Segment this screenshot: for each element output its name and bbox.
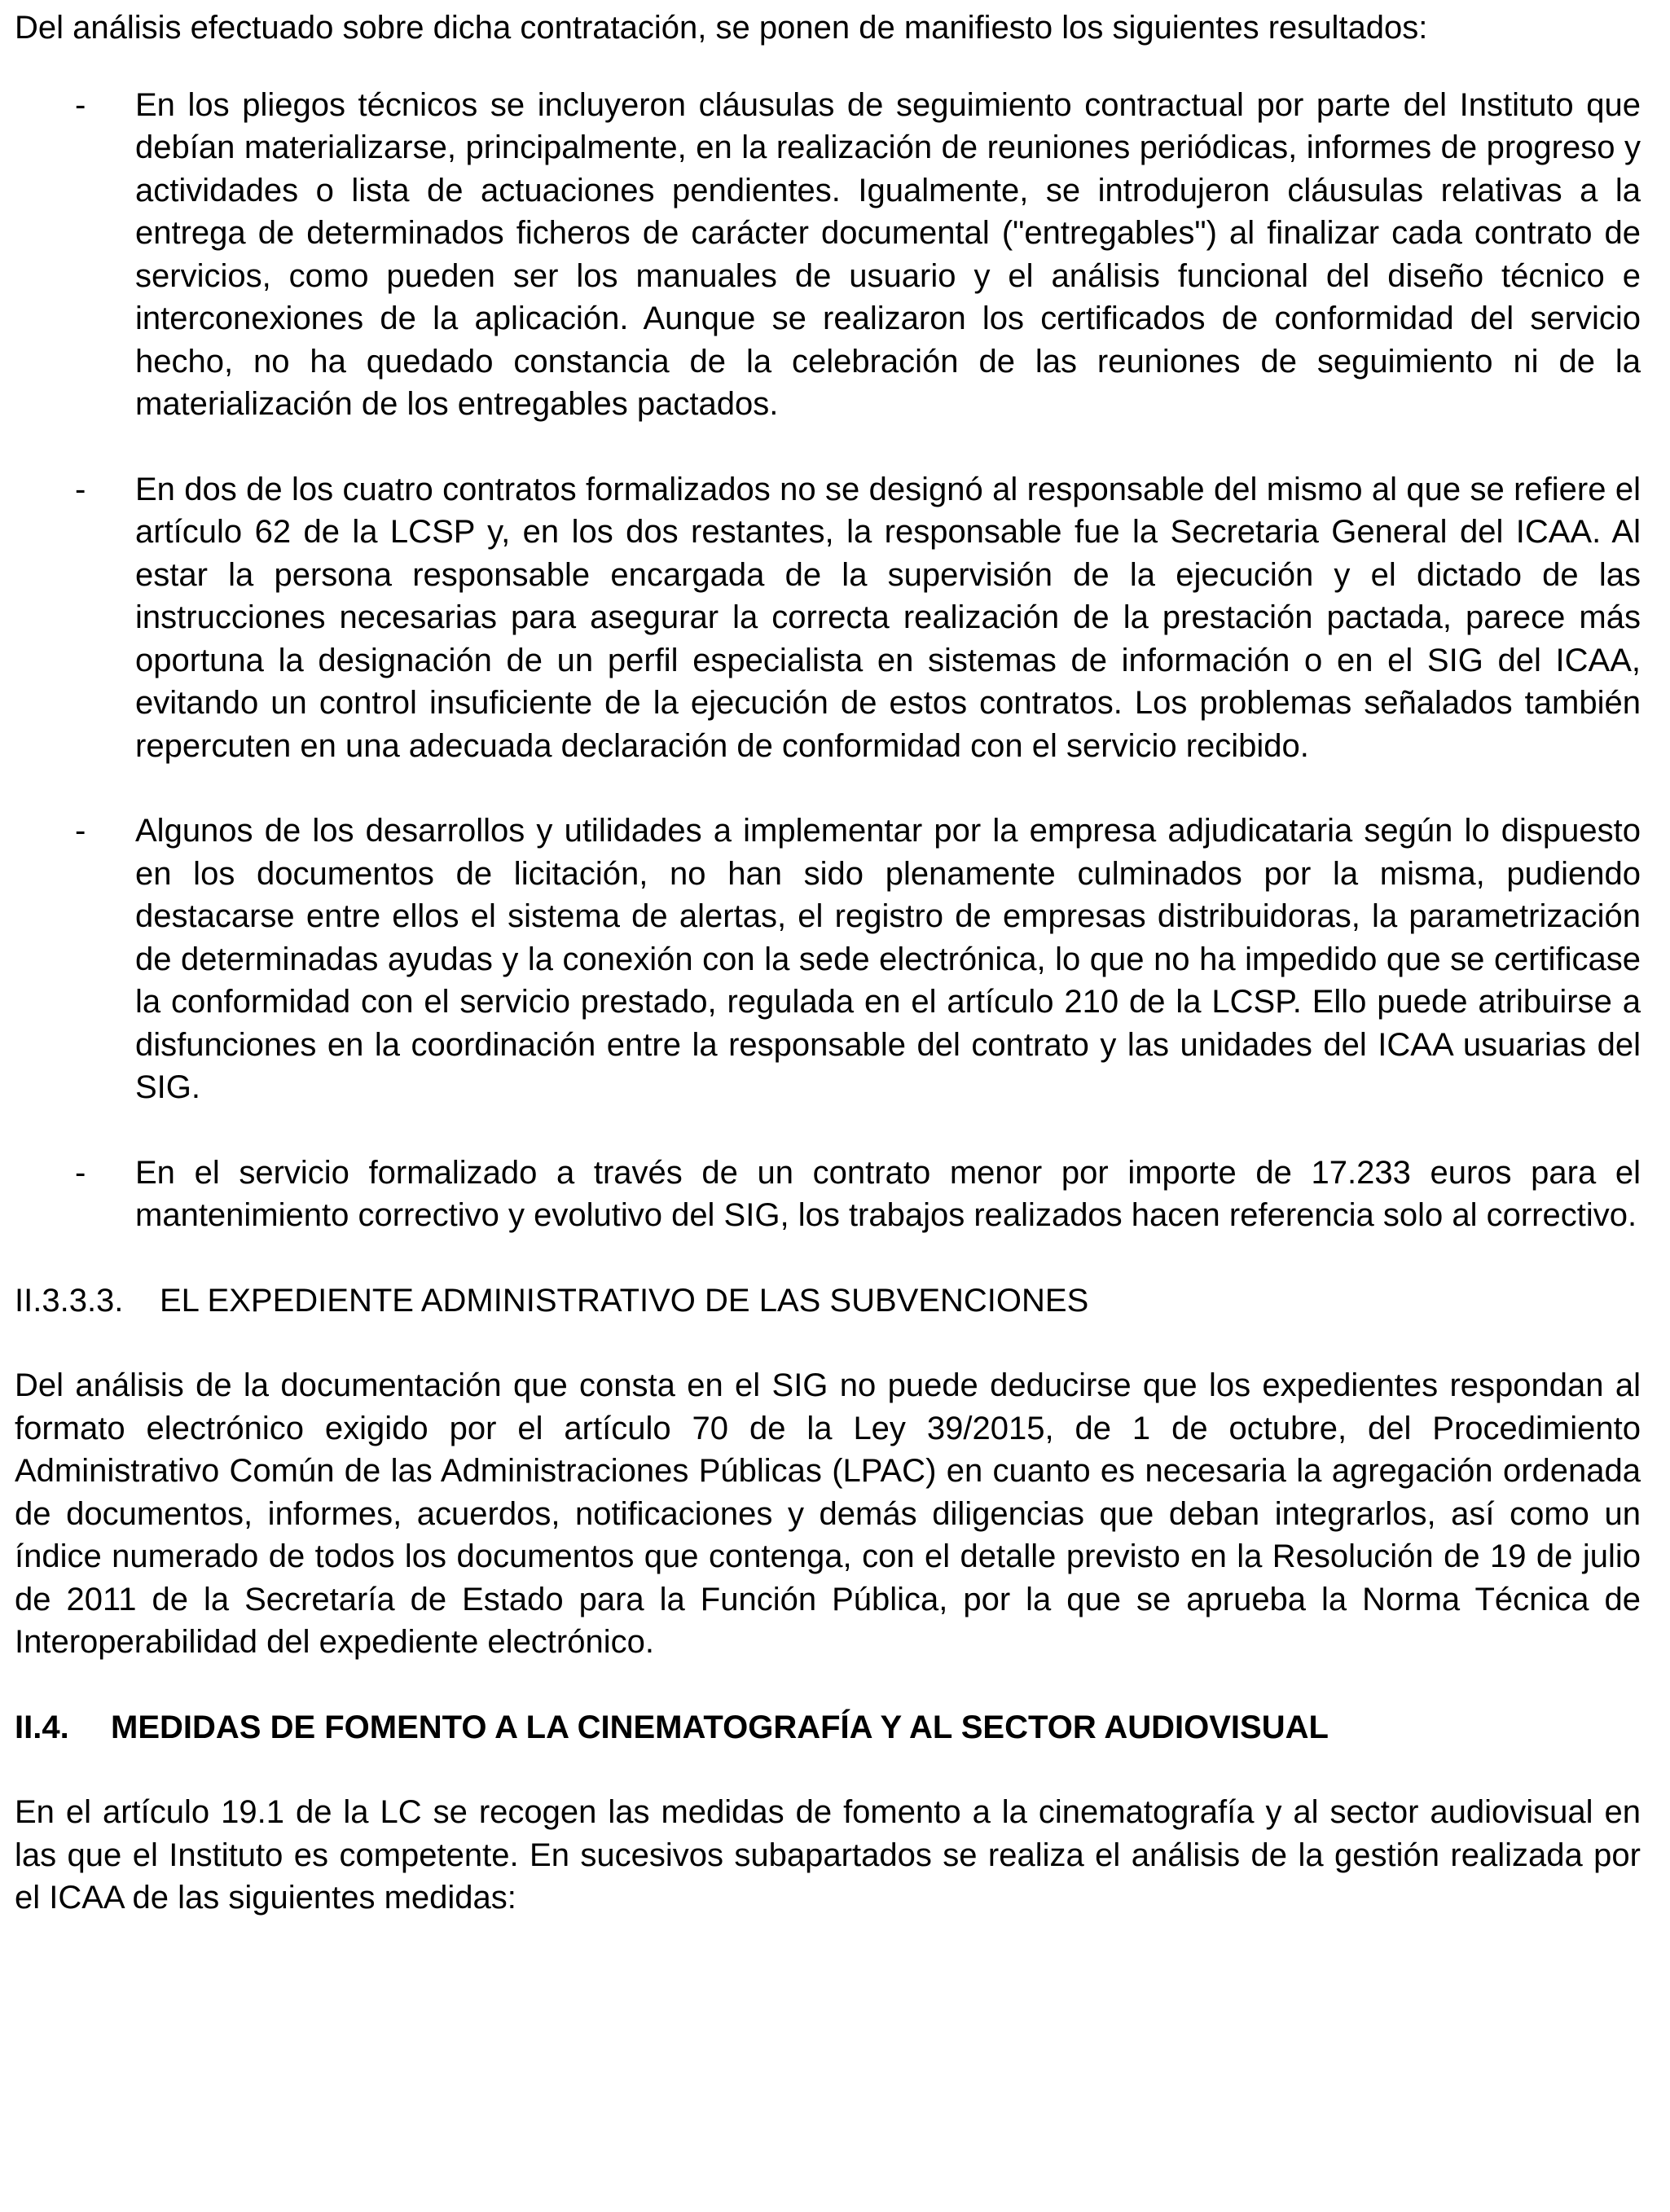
section-title: MEDIDAS DE FOMENTO A LA CINEMATOGRAFÍA Y AL SECTOR AUDIOVISUAL [111, 1709, 1329, 1745]
bullet-dash: - [75, 1154, 86, 1191]
list-item [15, 84, 1641, 426]
list-item-text: Algunos de los desarrollos y utilidades a implementar por la empresa adjudicataria según lo dispuesto en los documentos de licitación, no han sido plenamente culminados por la misma, pudiendo destacarse entre ellos el sistema de alertas, el registro de empresas distribuidoras, la parametrización de determinadas ayudas y la conexión con la sede electrónica, lo que no ha impedido que se certificase la conformidad con el servicio prestado, regulada en el artículo 210 de la LCSP. Ello puede atribuirse a disfunciones en la coordinación entre la responsable del contrato y las unidades del ICAA usuarias del SIG. [135, 813, 1641, 1105]
subsection-number: II.3.3.3. [15, 1282, 124, 1319]
document-page [15, 7, 1641, 1920]
section-paragraph: En el artículo 19.1 de la LC se recogen las medidas de fomento a la cinematografía y al sector audiovisual en las que el Instituto es competente. En sucesivos subapartados se realiza el análisis de la gestión realizada por el ICAA de las siguientes medidas: [15, 1794, 1641, 1916]
list-item-text: En el servicio formalizado a través de un contrato menor por importe de 17.233 euros para el mantenimiento correctivo y evolutivo del SIG, los trabajos realizados hacen referencia solo al correctivo. [135, 1154, 1641, 1233]
subsection-title: EL EXPEDIENTE ADMINISTRATIVO DE LAS SUBVENCIONES [160, 1282, 1089, 1319]
subsection-paragraph: Del análisis de la documentación que consta en el SIG no puede deducirse que los expedientes respondan al formato electrónico exigido por el artículo 70 de la Ley 39/2015, de 1 de octubre, del Procedimiento Administrativo Común de las Administraciones Públicas (LPAC) en cuanto es necesaria la agregación ordenada de documentos, informes, acuerdos, notificaciones y demás diligencias que deban integrarlos, así como un índice numerado de todos los documentos que contenga, con el detalle previsto en la Resolución de 19 de julio de 2011 de la Secretaría de Estado para la Función Pública, por la que se aprueba la Norma Técnica de Interoperabilidad del expediente electrónico. [15, 1367, 1641, 1660]
section-number: II.4. [15, 1709, 69, 1745]
results-list [15, 84, 1641, 1237]
list-item-text: En dos de los cuatro contratos formalizados no se designó al responsable del mismo al que se refiere el artículo 62 de la LCSP y, en los dos restantes, la responsable fue la Secretaria General del ICAA. Al estar la persona responsable encargada de la supervisión de la ejecución y el dictado de las instrucciones necesarias para asegurar la correcta realización de la prestación pactada, parece más oportuna la designación de un perfil especialista en sistemas de información o en el SIG del ICAA, evitando un control insuficiente de la ejecución de estos contratos. Los problemas señalados también repercuten en una adecuada declaración de conformidad con el servicio recibido. [135, 471, 1641, 764]
subsection-heading [15, 1279, 1641, 1323]
intro-paragraph: Del análisis efectuado sobre dicha contratación, se ponen de manifiesto los siguientes resultados: [15, 10, 1428, 46]
list-item [15, 810, 1641, 1109]
list-item-text: En los pliegos técnicos se incluyeron cláusulas de seguimiento contractual por parte del Instituto que debían materializarse, principalmente, en la realización de reuniones periódicas, informes de progreso y actividades o lista de actuaciones pendientes. Igualmente, se introdujeron cláusulas relativas a la entrega de determinados ficheros de carácter documental ("entregables") al finalizar cada contrato de servicios, como pueden ser los manuales de usuario y el análisis funcional del diseño técnico e interconexiones de la aplicación. Aunque se realizaron los certificados de conformidad del servicio hecho, no ha quedado constancia de la celebración de las reuniones de seguimiento ni de la materialización de los entregables pactados. [135, 86, 1641, 422]
bullet-dash: - [75, 471, 86, 507]
bullet-dash: - [75, 86, 86, 123]
section-heading [15, 1706, 1641, 1749]
list-item [15, 468, 1641, 768]
list-item [15, 1152, 1641, 1237]
bullet-dash: - [75, 813, 86, 849]
